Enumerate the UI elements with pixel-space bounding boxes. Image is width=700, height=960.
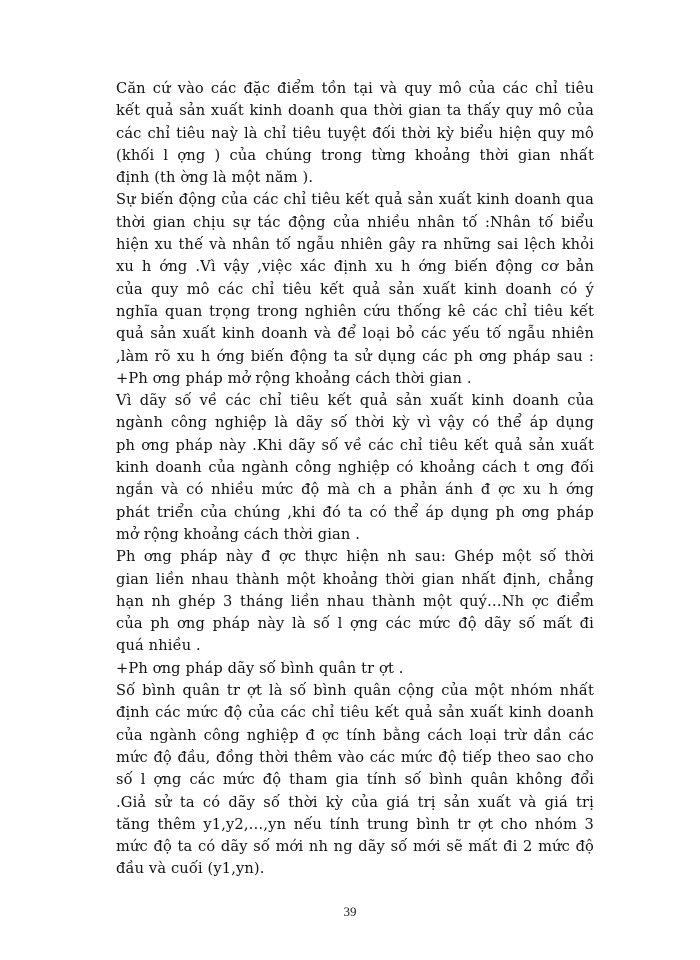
text-line: định các mức độ của các chỉ tiêu kết quả sản xuất kinh doanh xyxy=(116,704,594,722)
text-line: nghĩa quan trọng trong nghiên cứu thống kê các chỉ tiêu kết xyxy=(116,302,594,320)
text-line: Số bình quân tr ợt là số bình quân cộng của một nhóm nhất xyxy=(116,682,594,700)
text-line: ,làm rõ xu h ớng biến động ta sử dụng các ph ơng pháp sau : xyxy=(116,347,594,365)
text-line: phát triển của chúng ,khi đó ta có thể áp dụng ph ơng pháp xyxy=(116,503,594,521)
page-number: 39 xyxy=(343,904,357,919)
text-line: của ph ơng pháp này là số l ợng các mức độ dãy số mất đi xyxy=(116,615,594,633)
text-line: kinh doanh của ngành công nghiệp có khoảng cách t ơng đối xyxy=(116,459,594,477)
text-line: định (th ờng là một năm ). xyxy=(116,169,314,187)
text-line: tăng thêm y1,y2,…,yn nếu tính trung bình tr ợt cho nhóm 3 xyxy=(116,815,594,833)
text-line: Căn cứ vào các đặc điểm tồn tại và quy mô của các chỉ tiêu xyxy=(116,80,594,97)
text-line: Sự biến động của các chỉ tiêu kết quả sản xuất kinh doanh qua xyxy=(116,191,594,209)
text-line: của quy mô các chỉ tiêu kết quả sản xuất kinh doanh có ý xyxy=(116,280,594,298)
text-line: ngành công nghiệp là dãy số thời kỳ vì vậy có thể áp dụng xyxy=(116,414,594,432)
text-line: hiện xu thế và nhân tố ngẫu nhiên gây ra những sai lệch khỏi xyxy=(116,236,594,254)
document-body xyxy=(116,78,594,881)
text-line: Ph ơng pháp này đ ợc thực hiện nh sau: Ghép một số thời xyxy=(116,548,594,566)
text-line: đầu và cuối (y1,yn). xyxy=(116,860,265,878)
text-line: thời gian chịu sự tác động của nhiều nhân tố :Nhân tố biểu xyxy=(116,213,594,231)
text-line: hạn nh ghép 3 tháng liền nhau thành một quý…Nh ợc điểm xyxy=(116,592,594,610)
text-line: .Giả sử ta có dãy số thời kỳ của giá trị sản xuất và giá trị xyxy=(116,793,594,811)
text-line: mở rộng khoảng cách thời gian . xyxy=(116,525,360,543)
text-line: ph ơng pháp này .Khi dãy số về các chỉ tiêu kết quả sản xuất xyxy=(116,436,594,454)
text-line: quả sản xuất kinh doanh và để loại bỏ các yếu tố ngẫu nhiên xyxy=(116,325,594,343)
text-line: kết quả sản xuất kinh doanh qua thời gian ta thấy quy mô của xyxy=(116,102,594,120)
text-line: quá nhiều . xyxy=(116,637,201,655)
text-line: (khối l ợng ) của chúng trong từng khoảng thời gian nhất xyxy=(116,146,594,164)
text-line: Vì dãy số về các chỉ tiêu kết quả sản xuất kinh doanh của xyxy=(116,392,594,410)
text-line: ngắn và có nhiều mức độ mà ch a phản ánh đ ợc xu h ớng xyxy=(116,481,594,499)
text-line: xu h ớng .Vì vậy ,việc xác định xu h ớng biến động cơ bản xyxy=(116,258,594,276)
text-line: mức độ đầu, đồng thời thêm vào các mức độ tiếp theo sao cho xyxy=(116,748,594,766)
text-line: +Ph ơng pháp dãy số bình quân tr ợt . xyxy=(116,659,404,677)
text-line: mức độ ta có dãy số mới nh ng dãy số mới sẽ mất đi 2 mức độ xyxy=(116,838,594,856)
text-line: số l ợng các mức độ tham gia tính số bình quân không đổi xyxy=(116,771,594,789)
text-line: của ngành công nghiệp đ ợc tính bằng cách loại trừ dần các xyxy=(116,726,594,744)
text-line: gian liền nhau thành một khoảng thời gian nhất định, chẳng xyxy=(116,570,594,588)
text-line: các chỉ tiêu naỳ là chỉ tiêu tuyệt đối thời kỳ biểu hiện quy mô xyxy=(116,124,594,142)
text-line: +Ph ơng pháp mở rộng khoảng cách thời gian . xyxy=(116,369,472,387)
